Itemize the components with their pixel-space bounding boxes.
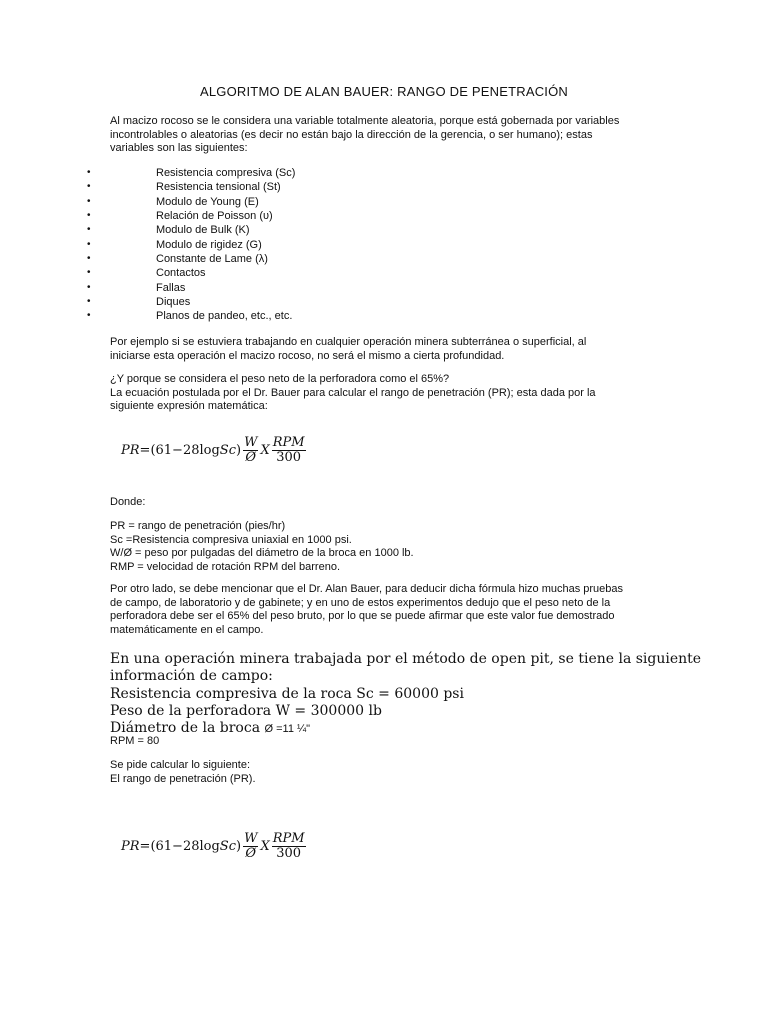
bullet-icon: •	[87, 267, 91, 279]
penetration-formula	[121, 436, 308, 465]
bauer-line: de campo, de laboratorio y de gabinete; y en uno de estos experimentos dedujo que el peso neto de la	[110, 596, 611, 609]
intro-line: incontrolables o aleatorias (es decir no están bajo la dirección de la gerencia, o ser humano); estas	[110, 128, 593, 141]
bullet-icon: •	[87, 210, 91, 222]
formula-fraction-w: $\frac{W}{Ø}$	[244, 435, 258, 465]
bullet-icon: •	[87, 224, 91, 236]
request-line: Se pide calcular lo siguiente:	[110, 759, 251, 771]
formula-fraction-w: $\frac{W}{Ø}$	[244, 831, 258, 861]
bullet-icon: •	[87, 253, 91, 265]
bullet-icon: •	[87, 296, 91, 308]
bullet-icon: •	[87, 281, 91, 293]
intro-line: Al macizo rocoso se le considera una variable totalmente aleatoria, porque está gobernada por variables	[110, 115, 620, 127]
question-line: siguiente expresión matemática:	[110, 400, 268, 412]
bauer-line: matemáticamente en el campo.	[110, 623, 264, 636]
formula-var: Sc	[219, 443, 236, 458]
problem-line: En una operación minera trabajada por el método de open pit, se tiene la siguiente	[110, 651, 702, 667]
formula-close: )	[235, 839, 242, 854]
example-line: Por ejemplo si se estuviera trabajando en cualquier operación minera subterránea o superficial, al	[110, 336, 587, 348]
problem-line: Diámetro de la broca Ø =11 ¼"	[110, 720, 311, 736]
intro-paragraph	[110, 115, 640, 156]
formula-lhs: PR	[121, 839, 140, 854]
definition-line: RMP = velocidad de rotación RPM del barreno.	[110, 560, 341, 573]
formula-times: X	[260, 443, 270, 458]
problem-line: Peso de la perforadora W = 300000 lb	[110, 703, 382, 719]
donde-label: Donde:	[110, 496, 146, 508]
bullet-icon: •	[87, 238, 91, 250]
definitions-list	[110, 520, 640, 574]
definition-line: W/Ø = peso por pulgadas del diámetro de la broca en 1000 lb.	[110, 547, 414, 559]
rpm-value: RPM = 80	[110, 735, 160, 747]
bullet-icon: •	[87, 181, 91, 193]
bullet-icon: •	[87, 167, 91, 178]
formula-eq: =(61−28log	[139, 839, 220, 854]
formula-times: X	[260, 839, 270, 854]
request-line: El rango de penetración (PR).	[110, 772, 256, 785]
formula-fraction-rpm: $\frac{\text{RPM}}{300}$	[272, 831, 305, 861]
formula-close: )	[235, 443, 242, 458]
example-paragraph	[110, 336, 640, 363]
problem-line: Resistencia compresiva de la roca Sc = 60000 psi	[110, 686, 464, 702]
formula-fraction-rpm: $\frac{\text{RPM}}{300}$	[272, 435, 305, 465]
bauer-paragraph	[110, 583, 640, 637]
definition-line: Sc =Resistencia compresiva uniaxial en 1000 psi.	[110, 533, 352, 546]
bullet-icon: •	[87, 310, 91, 322]
bauer-line: perforadora debe ser el 65% del peso bruto, por lo que se puede afirmar que este valor fue demostrado	[110, 610, 615, 622]
intro-line: variables son las siguientes:	[110, 142, 248, 154]
question-line: La ecuación postulada por el Dr. Bauer para calcular el rango de penetración (PR); esta dada por la	[110, 386, 596, 399]
question-line: ¿Y porque se considera el peso neto de la perforadora como el 65%?	[110, 373, 450, 385]
formula-var: Sc	[219, 839, 236, 854]
penetration-formula-repeat	[121, 832, 308, 861]
request-paragraph	[110, 759, 640, 786]
formula-lhs: PR	[121, 443, 140, 458]
example-line: iniciarse esta operación el macizo rocoso, no será el mismo a cierta profundidad.	[110, 349, 505, 362]
question-paragraph	[110, 373, 640, 414]
bauer-line: Por otro lado, se debe mencionar que el Dr. Alan Bauer, para deducir dicha fórmula hizo muchas pruebas	[110, 583, 624, 595]
formula-eq: =(61−28log	[139, 443, 220, 458]
problem-line: información de campo:	[110, 668, 273, 684]
bullet-icon: •	[87, 195, 91, 207]
page-title: ALGORITMO DE ALAN BAUER: RANGO DE PENETRACIÓN	[199, 84, 568, 99]
definition-line: PR = rango de penetración (pies/hr)	[110, 520, 286, 532]
